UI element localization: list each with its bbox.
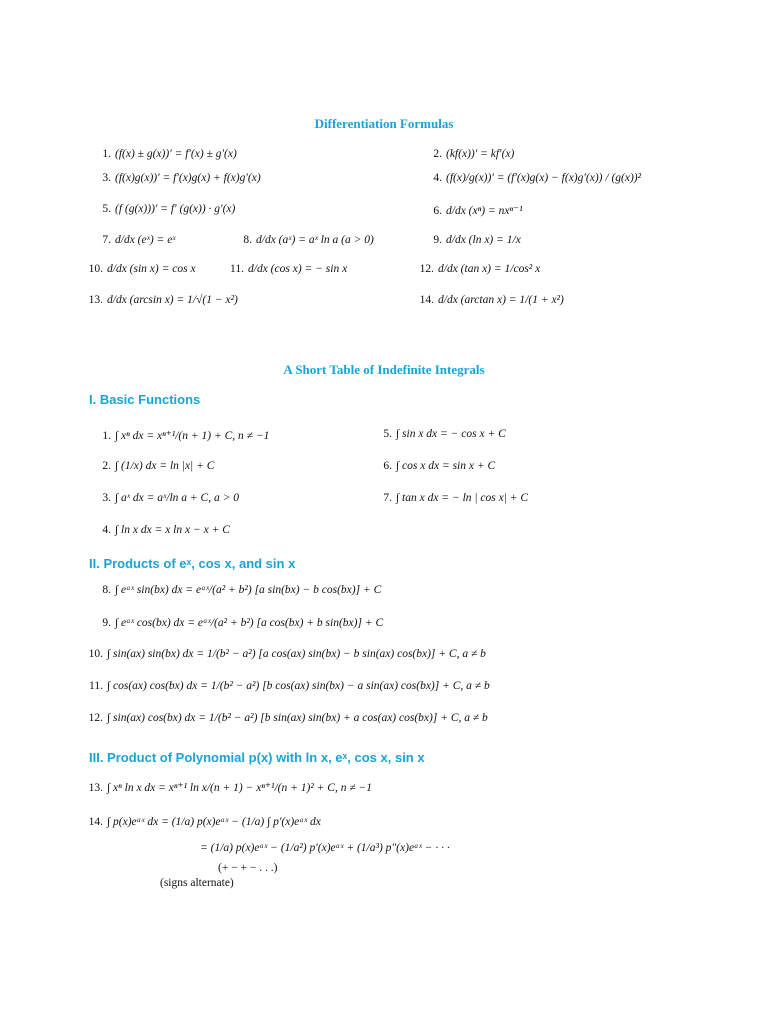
integral-formula-9 (89, 617, 383, 629)
formula-number: 1. (102, 430, 111, 442)
formula-number: 6. (433, 205, 442, 217)
formula-expression: ∫ (1/x) dx = ln |x| + C (115, 460, 215, 472)
formula-expression: ∫ cos(ax) cos(bx) dx = 1/(b² − a²) [b cos(ax) sin(bx) − a sin(ax) cos(bx)] + C, a ≠ b (107, 680, 490, 692)
diff-formula-13 (81, 294, 238, 306)
formula-number: 9. (102, 617, 111, 629)
formula-number: 13. (88, 782, 103, 794)
diff-formula-3 (89, 172, 261, 184)
integral-formula-1 (89, 428, 269, 442)
formula-expression: = (1/a) p(x)eᵃˣ − (1/a²) p′(x)eᵃˣ + (1/a³) p″(x)eᵃˣ − · · · (200, 842, 450, 854)
diff-formula-8 (230, 234, 374, 246)
formula-expression: ∫ tan x dx = − ln | cos x| + C (396, 492, 529, 504)
formula-expression: d/dx (arctan x) = 1/(1 + x²) (438, 294, 564, 306)
integral-formula-6 (370, 460, 495, 472)
formula-expression: ∫ xⁿ ln x dx = xⁿ⁺¹ ln x/(n + 1) − xⁿ⁺¹/(n + 1)² + C, n ≠ −1 (107, 782, 373, 794)
formula-expression: (f(x) ± g(x))′ = f′(x) ± g′(x) (115, 148, 237, 160)
diff-formula-7 (89, 234, 176, 246)
formula-number: 1. (102, 148, 111, 160)
integral-formula-7 (370, 492, 528, 504)
section-polynomial-products: III. Product of Polynomial p(x) with ln x, eˣ, cos x, sin x (89, 750, 425, 765)
integral-formula-3 (89, 492, 239, 504)
formula-expression: d/dx (xⁿ) = nxⁿ⁻¹ (446, 205, 523, 217)
formula-expression: ∫ eᵃˣ sin(bx) dx = eᵃˣ/(a² + b²) [a sin(bx) − b cos(bx)] + C (115, 584, 382, 596)
integral-formula-12 (81, 712, 488, 724)
integral-formula-11 (81, 680, 490, 692)
formula-number: 8. (243, 234, 252, 246)
diff-formula-5 (89, 203, 235, 215)
formula-number: 8. (102, 584, 111, 596)
formula-expression: d/dx (aˣ) = aˣ ln a (a > 0) (256, 234, 374, 246)
formula-expression: (f(x)g(x))′ = f′(x)g(x) + f(x)g′(x) (115, 172, 261, 184)
formula-expression: (kf(x))′ = kf′(x) (446, 148, 515, 160)
formula-expression: (f(x)/g(x))′ = (f′(x)g(x) − f(x)g′(x)) / (g(x))² (446, 172, 642, 184)
diff-formula-14 (412, 294, 564, 306)
formula-number: 11. (230, 263, 244, 275)
formula-expression: (f (g(x)))′ = f′ (g(x)) · g′(x) (115, 203, 236, 215)
formula-number: 7. (383, 492, 392, 504)
formula-number: 5. (102, 203, 111, 215)
diff-formula-6 (420, 203, 523, 217)
formula-number: 9. (433, 234, 442, 246)
integrals-title: A Short Table of Indefinite Integrals (283, 362, 485, 377)
formula-number: 4. (433, 172, 442, 184)
diff-formula-12 (412, 263, 540, 275)
integral-formula-14 (81, 816, 321, 828)
diff-formula-11 (222, 263, 347, 275)
formula-number: 2. (102, 460, 111, 472)
integral-formula-2 (89, 460, 214, 472)
section-basic-functions: I. Basic Functions (89, 392, 201, 407)
differentiation-title: Differentiation Formulas (314, 116, 454, 131)
formula-expression: d/dx (ln x) = 1/x (446, 234, 521, 246)
formula-number: 4. (102, 524, 111, 536)
formula-number: 10. (88, 263, 103, 275)
formula-expression: d/dx (sin x) = cos x (107, 263, 196, 275)
formula-number: 12. (88, 712, 103, 724)
formula-number: 5. (383, 428, 392, 440)
sign-pattern: (+ − + − . . .) (218, 862, 278, 874)
formula-expression: d/dx (arcsin x) = 1/√(1 − x²) (107, 294, 238, 306)
integral-formula-4 (89, 524, 230, 536)
formula-number: 7. (102, 234, 111, 246)
formula-expression: ∫ cos x dx = sin x + C (396, 460, 496, 472)
integral-formula-8 (89, 584, 381, 596)
integral-formula-14-continuation (200, 842, 450, 854)
section-products-exp-trig: II. Products of eˣ, cos x, and sin x (89, 556, 296, 571)
diff-formula-9 (420, 234, 521, 246)
diff-formula-10 (81, 263, 196, 275)
diff-formula-2 (420, 148, 514, 160)
formula-number: 3. (102, 492, 111, 504)
formula-expression: ∫ xⁿ dx = xⁿ⁺¹/(n + 1) + C, n ≠ −1 (115, 430, 270, 442)
formula-expression: d/dx (tan x) = 1/cos² x (438, 263, 541, 275)
formula-number: 6. (383, 460, 392, 472)
formula-number: 14. (88, 816, 103, 828)
diff-formula-4 (420, 172, 641, 184)
formula-expression: d/dx (cos x) = − sin x (248, 263, 348, 275)
formula-expression: ∫ sin x dx = − cos x + C (396, 428, 506, 440)
integral-formula-10 (81, 648, 486, 660)
formula-number: 13. (88, 294, 103, 306)
integral-formula-5 (370, 428, 506, 440)
formula-number: 2. (433, 148, 442, 160)
formula-expression: ∫ sin(ax) sin(bx) dx = 1/(b² − a²) [a cos(ax) sin(bx) − b sin(ax) cos(bx)] + C, a ≠ b (107, 648, 486, 660)
formula-number: 10. (88, 648, 103, 660)
formula-expression: ∫ sin(ax) cos(bx) dx = 1/(b² − a²) [b sin(ax) sin(bx) + a cos(ax) cos(bx)] + C, a ≠ b (107, 712, 488, 724)
diff-formula-1 (89, 148, 237, 160)
formula-number: 12. (419, 263, 434, 275)
formula-number: 11. (89, 680, 103, 692)
formula-expression: ∫ ln x dx = x ln x − x + C (115, 524, 230, 536)
formula-expression: d/dx (eˣ) = eˣ (115, 234, 176, 246)
signs-note: (signs alternate) (160, 877, 234, 889)
formula-number: 3. (102, 172, 111, 184)
formula-expression: ∫ aˣ dx = aˣ/ln a + C, a > 0 (115, 492, 239, 504)
formula-expression: ∫ eᵃˣ cos(bx) dx = eᵃˣ/(a² + b²) [a cos(bx) + b sin(bx)] + C (115, 617, 384, 629)
integral-formula-13 (81, 780, 372, 794)
formula-number: 14. (419, 294, 434, 306)
formula-expression: ∫ p(x)eᵃˣ dx = (1/a) p(x)eᵃˣ − (1/a) ∫ p′(x)eᵃˣ dx (107, 816, 321, 828)
